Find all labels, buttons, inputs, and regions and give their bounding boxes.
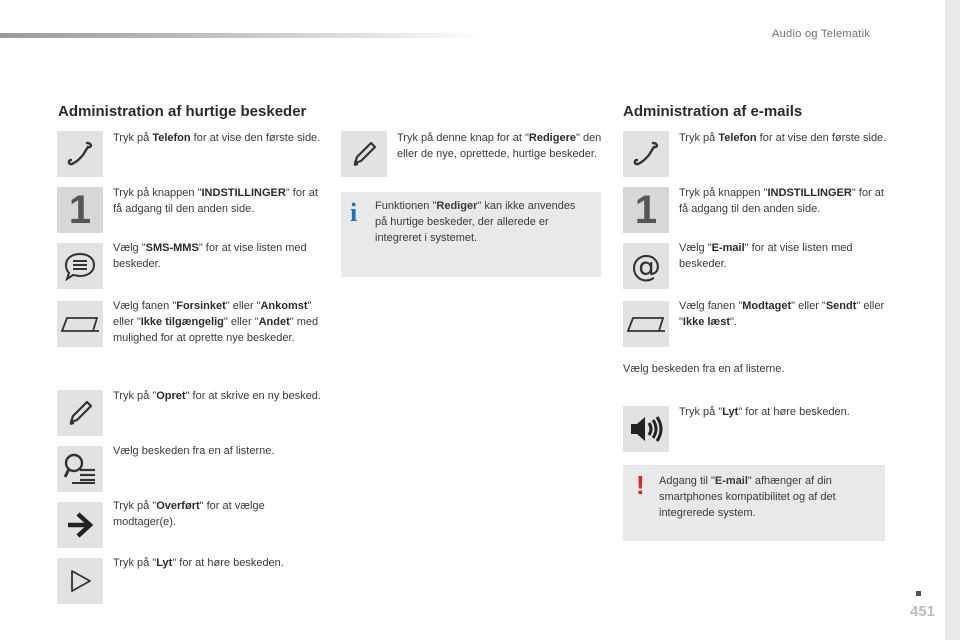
left-row-3-text: Vælg "SMS-MMS" for at vise listen med beskeder.	[113, 242, 307, 270]
header-gradient-bar	[0, 33, 480, 38]
forward-icon	[57, 502, 103, 548]
left-row-8-text: Tryk på "Lyt" for at høre beskeden.	[113, 557, 284, 569]
right-row-2-text: Tryk på knappen "INDSTILLINGER" for at få adgang til den anden side.	[679, 187, 884, 215]
search-list-icon	[57, 446, 103, 492]
message-list-icon	[57, 243, 103, 289]
pencil-icon	[57, 390, 103, 436]
right-plain-text: Vælg beskeden fra en af listerne.	[623, 363, 785, 375]
step-one-icon: 1	[57, 187, 103, 233]
section-title: Audio og Telematik	[772, 28, 871, 40]
warning-icon: !	[636, 470, 645, 500]
right-heading: Administration af e-mails	[623, 103, 803, 120]
info-icon: i	[350, 198, 358, 227]
at-sign-icon	[623, 243, 669, 289]
right-row-3-text: Vælg "E-mail" for at vise listen med beskeder.	[679, 242, 853, 270]
phone-icon	[57, 131, 103, 177]
step-one-icon-right: 1	[623, 187, 669, 233]
play-icon	[57, 558, 103, 604]
right-row-4-text: Vælg fanen "Modtaget" eller "Sendt" eller "Ikke læst".	[679, 300, 885, 328]
left-row-5-text: Tryk på "Opret" for at skrive en ny besked.	[113, 390, 321, 402]
right-row-5-text: Tryk på "Lyt" for at høre beskeden.	[679, 406, 850, 418]
edit-pencil-icon	[341, 131, 387, 177]
warning-text: Adgang til "E-mail" afhænger af din smartphones kompatibilitet og af det integrerede system.	[659, 475, 836, 519]
tab-icon	[57, 301, 103, 347]
left-row-4-text: Vælg fanen "Forsinket" eller "Ankomst" eller "Ikke tilgængelig" eller "Andet" med mulighed for at oprette nye beskeder.	[113, 300, 319, 344]
page-number: 451	[910, 603, 936, 620]
left-row-2-text: Tryk på knappen "INDSTILLINGER" for at få adgang til den anden side.	[113, 187, 318, 215]
right-row-1-text: Tryk på Telefon for at vise den første side.	[679, 132, 887, 144]
page-edge-strip	[945, 0, 960, 640]
left-row-7-text: Tryk på "Overført" for at vælge modtager(e).	[113, 500, 265, 528]
left-row-1-text: Tryk på Telefon for at vise den første side.	[113, 132, 321, 144]
page-marker	[916, 591, 921, 596]
edit-text: Tryk på denne knap for at "Redigere" den eller de nye, oprettede, hurtige beskeder.	[397, 132, 602, 160]
tab-icon-right	[623, 301, 669, 347]
speaker-icon	[623, 406, 669, 452]
left-heading: Administration af hurtige beskeder	[58, 103, 307, 120]
svg-text:@: @	[631, 249, 661, 283]
left-row-6-text: Vælg beskeden fra en af listerne.	[113, 445, 275, 457]
phone-icon-right	[623, 131, 669, 177]
info-text: Funktionen "Rediger" kan ikke anvendes på hurtige beskeder, der allerede er integreret i systemet.	[375, 200, 576, 244]
